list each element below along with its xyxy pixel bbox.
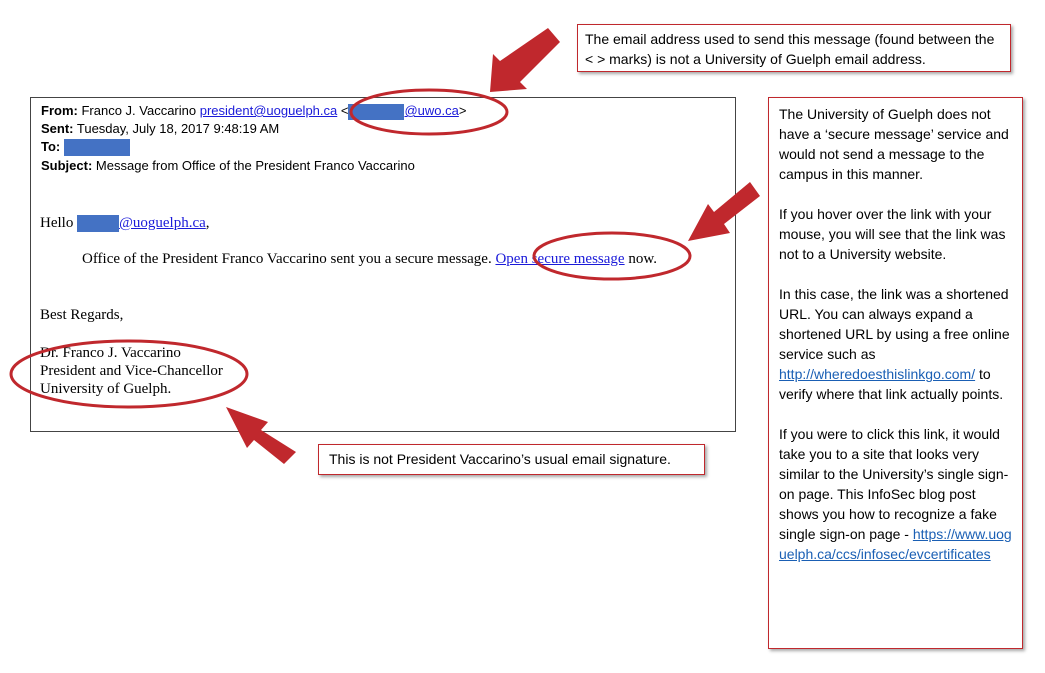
from-label: From: (41, 103, 78, 118)
regards: Best Regards, (40, 307, 124, 323)
sent-row (41, 120, 279, 138)
explanation-p3-text-b: to verify where that link actually points. (779, 366, 1004, 402)
redacted-block (64, 139, 130, 156)
from-real-domain[interactable]: @uwo.ca (404, 103, 459, 118)
callout-sender-address (577, 24, 1011, 72)
open-secure-message-link[interactable]: Open secure message (495, 251, 625, 267)
signature-line-2: President and Vice-Chancellor (40, 363, 223, 379)
signature-line-3: University of Guelph. (40, 381, 172, 397)
subject-label: Subject: (41, 158, 93, 173)
explanation-p3-text-a: In this case, the link was a shortened URL. You can always expand a shortened URL by using a free online service such as (779, 286, 1010, 362)
greeting-comma: , (205, 215, 210, 231)
explanation-paragraph-2: If you hover over the link with your mouse, you will see that the link was not to a University website. (779, 206, 1006, 262)
wheredoesthislinkgo-link[interactable]: http://wheredoesthislinkgo.com/ (779, 366, 976, 382)
from-row (41, 102, 466, 120)
to-row (41, 138, 130, 156)
explanation-paragraph-4 (779, 424, 1012, 564)
callout-bottom-text: This is not President Vaccarino’s usual email signature. (329, 451, 671, 467)
sent-label: Sent: (41, 121, 74, 136)
redacted-block (77, 215, 119, 232)
body-text: Office of the President Franco Vaccarino sent you a secure message. (82, 251, 492, 267)
callout-explanation (768, 97, 1023, 649)
email-preview (30, 97, 736, 432)
callout-top-text: The email address used to send this message (found between the < > marks) is not a University of Guelph email address. (585, 31, 995, 67)
from-name: Franco J. Vaccarino (81, 103, 197, 118)
explanation-paragraph-3 (779, 284, 1012, 404)
body-end: now. (628, 251, 657, 267)
arrow-top-icon (490, 28, 560, 92)
to-label: To: (41, 139, 61, 154)
greeting-domain[interactable]: @uoguelph.ca (119, 215, 206, 231)
redacted-block (348, 104, 404, 120)
sent-value: Tuesday, July 18, 2017 9:48:19 AM (76, 121, 280, 136)
subject-row (41, 157, 415, 175)
from-gt: > (458, 103, 467, 118)
from-display-address[interactable]: president@uoguelph.ca (199, 103, 338, 118)
greeting-line (40, 214, 210, 233)
callout-signature (318, 444, 705, 475)
explanation-paragraph-1: The University of Guelph does not have a ‘secure message’ service and would not send a message to the campus in this manner. (779, 106, 1009, 182)
subject-value: Message from Office of the President Franco Vaccarino (95, 158, 415, 173)
from-lt: < (340, 103, 349, 118)
body-line (82, 250, 657, 269)
greeting: Hello (40, 215, 74, 231)
explanation-p4-text: If you were to click this link, it would take you to a site that looks very similar to the University’s single sign-on page. This InfoSec blog post shows you how to recognize a fake single sign-on page - (779, 426, 1009, 542)
evcertificates-link[interactable]: https://www.uoguelph.ca/ccs/infosec/evcertificates (779, 526, 1012, 562)
signature-line-1: Dr. Franco J. Vaccarino (40, 345, 181, 361)
